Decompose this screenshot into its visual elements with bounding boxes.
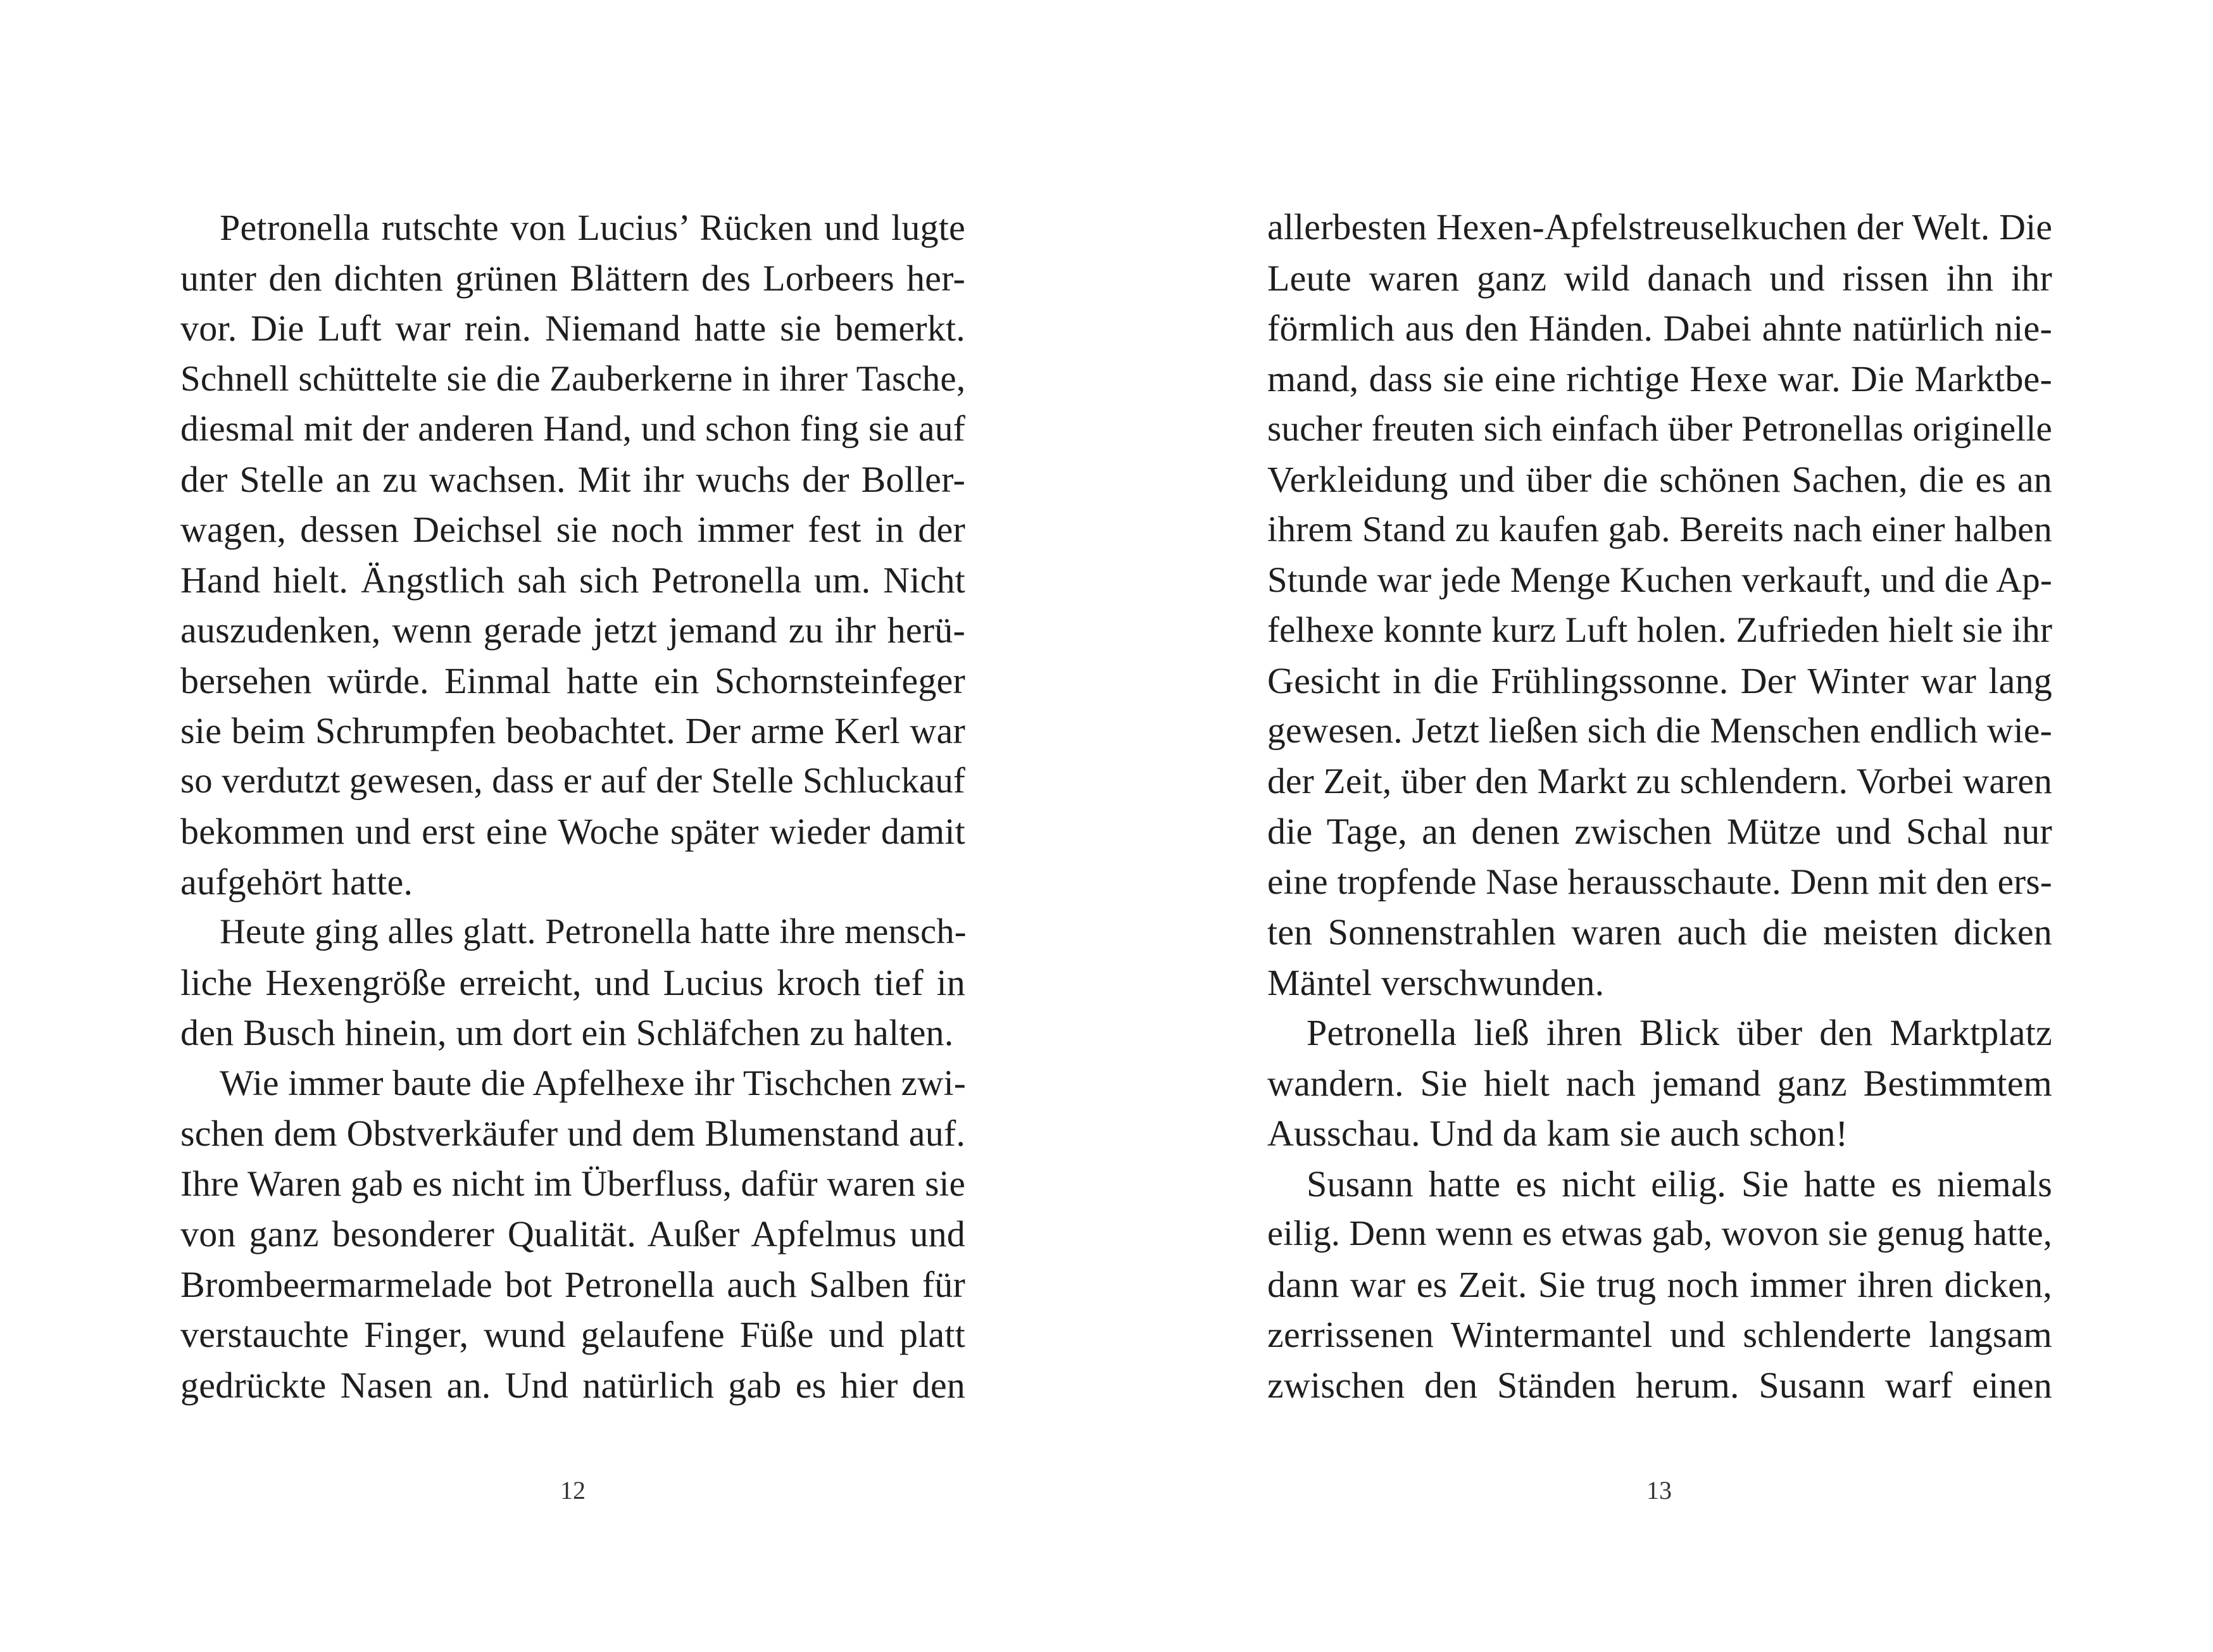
- text-line: wandern. Sie hielt nach jemand ganz Bestimmtem: [1267, 1062, 2052, 1104]
- text-line: Schnell schüttelte sie die Zauberkerne in ihrer Tasche,: [180, 358, 966, 399]
- text-line: sie beim Schrumpfen beobachtet. Der arme Kerl war: [180, 710, 965, 751]
- right-page-text: [1267, 203, 2052, 1410]
- text-line: ten Sonnenstrahlen waren auch die meisten dicken: [1267, 911, 2052, 953]
- text-line: Ausschau. Und da kam sie auch schon!: [1267, 1113, 1848, 1154]
- text-line: die Tage, an denen zwischen Mütze und Schal nur: [1267, 811, 2052, 852]
- text-line: eilig. Denn wenn es etwas gab, wovon sie genug hatte,: [1267, 1214, 2052, 1253]
- text-line: der Zeit, über den Markt zu schlendern. Vorbei waren: [1267, 761, 2052, 801]
- text-line: so verdutzt gewesen, dass er auf der Stelle Schluckauf: [180, 761, 965, 801]
- text-line: liche Hexengröße erreicht, und Lucius kroch tief in: [180, 961, 965, 1003]
- right-page: [1106, 0, 2213, 1652]
- text-line: Verkleidung und über die schönen Sachen, die es an: [1267, 458, 2052, 500]
- text-line: gedrückte Nasen an. Und natürlich gab es hier den: [180, 1364, 965, 1406]
- text-line: mand, dass sie eine richtige Hexe war. Die Marktbe-: [1267, 358, 2052, 399]
- text-line: ihrem Stand zu kaufen gab. Bereits nach einer halben: [1267, 510, 2052, 549]
- text-line: aufgehört hatte.: [180, 861, 413, 903]
- text-line: Gesicht in die Frühlingssonne. Der Winter war lang: [1267, 660, 2052, 701]
- text-line: bersehen würde. Einmal hatte ein Schornsteinfeger: [180, 660, 965, 701]
- text-line: den Busch hinein, um dort ein Schläfchen zu halten.: [180, 1012, 954, 1053]
- text-line: felhexe konnte kurz Luft holen. Zufrieden hielt sie ihr: [1267, 610, 2053, 650]
- text-line: allerbesten Hexen-Apfelstreuselkuchen der Welt. Die: [1267, 208, 2053, 247]
- text-line: der Stelle an zu wachsen. Mit ihr wuchs der Boller-: [180, 458, 965, 500]
- text-line: auszudenken, wenn gerade jetzt jemand zu ihr herü-: [180, 610, 965, 651]
- text-line: Brombeermarmelade bot Petronella auch Salben für: [180, 1263, 965, 1305]
- text-line: unter den dichten grünen Blättern des Lorbeers her-: [180, 257, 965, 299]
- text-line: Petronella ließ ihren Blick über den Marktplatz: [1307, 1012, 2052, 1053]
- text-line: sucher freuten sich einfach über Petronellas originelle: [1267, 409, 2052, 449]
- text-line: gewesen. Jetzt ließen sich die Menschen endlich wie-: [1267, 711, 2052, 751]
- text-line: Stunde war jede Menge Kuchen verkauft, und die Ap-: [1267, 560, 2052, 600]
- text-line: diesmal mit der anderen Hand, und schon fing sie auf: [180, 409, 965, 449]
- text-line: Petronella rutschte von Lucius’ Rücken und lugte: [220, 207, 965, 248]
- text-line: zerrissenen Wintermantel und schlenderte langsam: [1267, 1314, 2052, 1355]
- text-line: von ganz besonderer Qualität. Außer Apfelmus und: [180, 1213, 965, 1255]
- text-line: verstauchte Finger, wund gelaufene Füße und platt: [180, 1314, 965, 1355]
- text-line: bekommen und erst eine Woche später wieder damit: [180, 811, 965, 852]
- text-line: Wie immer baute die Apfelhexe ihr Tischchen zwi-: [220, 1063, 967, 1103]
- text-line: dann war es Zeit. Sie trug noch immer ihren dicken,: [1267, 1263, 2052, 1305]
- text-line: schen dem Obstverkäufer und dem Blumenstand auf.: [180, 1113, 965, 1154]
- text-line: Leute waren ganz wild danach und rissen ihn ihr: [1267, 257, 2052, 299]
- text-line: Mäntel verschwunden.: [1267, 961, 1605, 1003]
- text-line: Hand hielt. Ängstlich sah sich Petronella um. Nicht: [180, 559, 965, 601]
- left-page-number: 12: [560, 1476, 586, 1505]
- left-page-text: [180, 203, 965, 1410]
- text-line: Ihre Waren gab es nicht im Überfluss, dafür waren sie: [180, 1163, 965, 1204]
- text-line: zwischen den Ständen herum. Susann warf einen: [1267, 1364, 2052, 1406]
- left-page: [0, 0, 1106, 1652]
- text-line: eine tropfende Nase herausschaute. Denn mit den ers-: [1267, 861, 2052, 902]
- right-page-number: 13: [1646, 1476, 1672, 1505]
- text-line: förmlich aus den Händen. Dabei ahnte natürlich nie-: [1267, 308, 2052, 349]
- text-line: Susann hatte es nicht eilig. Sie hatte es niemals: [1307, 1163, 2052, 1205]
- text-line: wagen, dessen Deichsel sie noch immer fest in der: [180, 509, 965, 550]
- text-line: Heute ging alles glatt. Petronella hatte ihre mensch-: [220, 912, 967, 951]
- text-line: vor. Die Luft war rein. Niemand hatte sie bemerkt.: [180, 308, 965, 349]
